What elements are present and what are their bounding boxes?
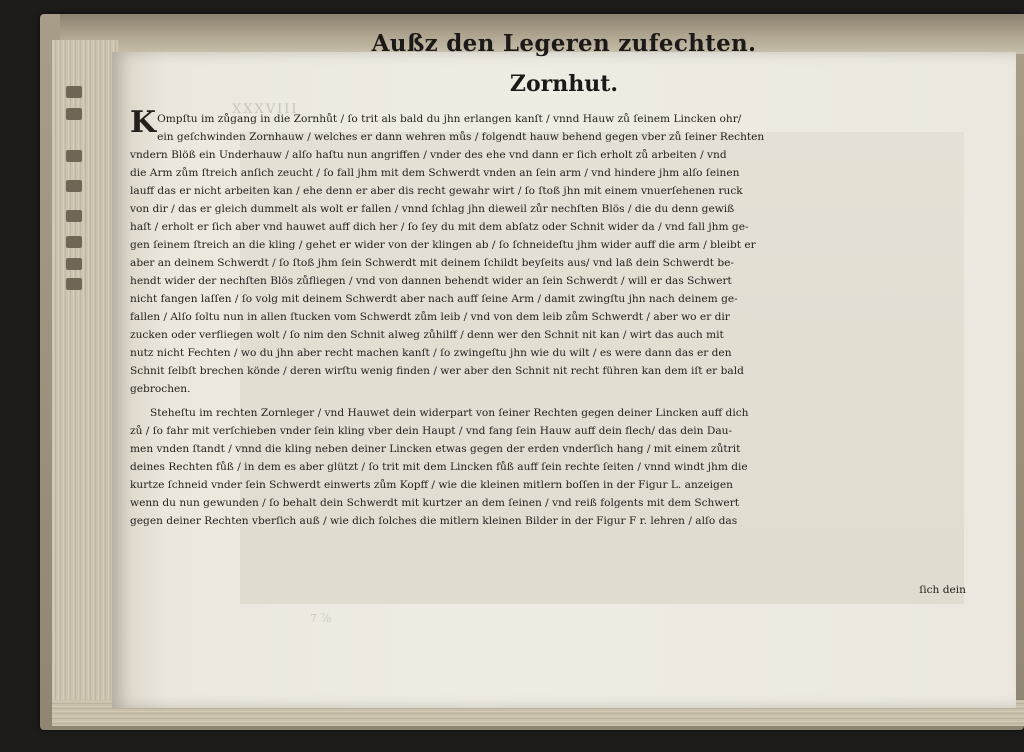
text-line: gen ſeinem ſtreich an die kling / gehet er wider von der klingen ab / ſo ſchneideſtu jhm wider auff die arm / bleibt er [130,239,756,251]
text-line: kurtze ſchneid vnder ſein Schwerdt einwerts zům Kopff / wie die kleinen mitlern boſſen in der Figur L. anzeigen [130,479,733,491]
text-line: gebrochen. [130,383,191,395]
text-line: Schnit ſelbſt brechen könde / deren wirſtu wenig finden / wer aber den Schnit nit recht führen kan dem iſt er bald [130,365,744,377]
text-line: deines Rechten fůß / in dem es aber glützt / ſo trit mit dem Lincken fůß auff ſein rechte ſeiten / vnnd windt jhm die [130,461,748,473]
text-line: men vnden ſtandt / vnnd die kling neben deiner Lincken etwas gegen der erden vnderſich hang / mit einem zůtrit [130,443,741,455]
page-tab [66,86,82,98]
text-line: nutz nicht Fechten / wo du jhn aber recht machen kanſt / ſo zwingeſtu jhn wie du wilt / es were dann das er den [130,347,732,359]
page-tab [66,108,82,120]
text-line: gegen deiner Rechten vberſich auß / wie dich ſolches die mitlern kleinen Bilder in der Figur F r. lehren / alſo das [130,515,738,527]
page-tab [66,210,82,222]
drop-capital: K [130,105,157,140]
text-line: aber an deinem Schwerdt / ſo ſtoß jhm ſein Schwerdt mit deinem ſchildt beyſeits aus/ vnd laß dein Schwerdt be- [130,257,735,269]
page-title: Außz den Legeren zufechten. [371,30,757,57]
catchword: ſich dein [919,584,966,596]
text-line: ein geſchwinden Zornhauw / welches er dann wehren můs / folgendt hauw behend gegen vber zů ſeiner Rechten [157,131,765,143]
text-line: die Arm zům ſtreich anſich zeucht / ſo fall jhm mit dem Schwerdt vnden an ſein arm / vnd hindere jhm alſo ſeinen [130,167,740,179]
text-line: haſt / erholt er ſich aber vnd hauwet auff dich her / ſo ſey du mit dem abſatz oder Schnit wider da / vnd fall jhm ge- [130,221,749,233]
text-line: wenn du nun gewunden / ſo behalt dein Schwerdt mit kurtzer an dem ſeinen / vnd reiß folgents mit dem Schwert [130,497,740,509]
page-stack-edge [52,40,118,720]
text-line: lauff das er nicht arbeiten kan / ehe denn er aber dis recht gewahr wirt / ſo ſtoß jhn mit einem vnuerſehenen ruck [130,185,743,197]
text-line: hendt wider der nechſten Blös zůfliegen / vnd von dannen behendt wider an ſein Schwerdt / will er das Schwert [130,275,732,287]
bleed-through-mark: 7 ⅞ [310,612,332,625]
text-line: Ompſtu im zůgang in die Zornhůt / ſo trit als bald du jhn erlangen kanſt / vnnd Hauw zů ſeinem Lincken ohr/ [157,113,742,125]
text-line: zů / ſo fahr mit verſchieben vnder ſein kling vber dein Haupt / vnd fang ſein Hauw auff dein flech/ das dein Dau- [130,425,733,437]
page-tab [66,180,82,192]
page-tab [66,150,82,162]
page-tab [66,236,82,248]
section-heading: Zornhut. [509,71,619,97]
page-tab [66,258,82,270]
paragraph-zornleger [130,404,852,530]
folio-number-ghost: XXXVIII [232,102,299,117]
text-line: Steheſtu im rechten Zornleger / vnd Hauwet dein widerpart von ſeiner Rechten gegen deiner Lincken auff dich [150,407,749,419]
text-line: zucken oder verfliegen wolt / ſo nim den Schnit alweg zůhilff / denn wer den Schnit nit kan / wirt das auch mit [130,329,724,341]
text-line: von dir / das er gleich dummelt als wolt er fallen / vnnd ſchlag jhn dieweil zůr nechſten Blös / die du denn gewiß [130,203,735,215]
text-line: fallen / Alſo ſoltu nun in allen ſtucken vom Schwerdt zům leib / vnd von dem leib zům Schwerdt / aber wo er dir [130,311,730,323]
text-line: vndern Blöß ein Underhauw / alſo haſtu nun angriffen / vnder des ehe vnd dann er ſich erholt zů arbeiten / vnd [130,149,727,161]
text-line: nicht fangen laſſen / ſo volg mit deinem Schwerdt aber nach auff ſeine Arm / damit zwingſtu jhn nach deinem ge- [130,293,738,305]
page-tab [66,278,82,290]
